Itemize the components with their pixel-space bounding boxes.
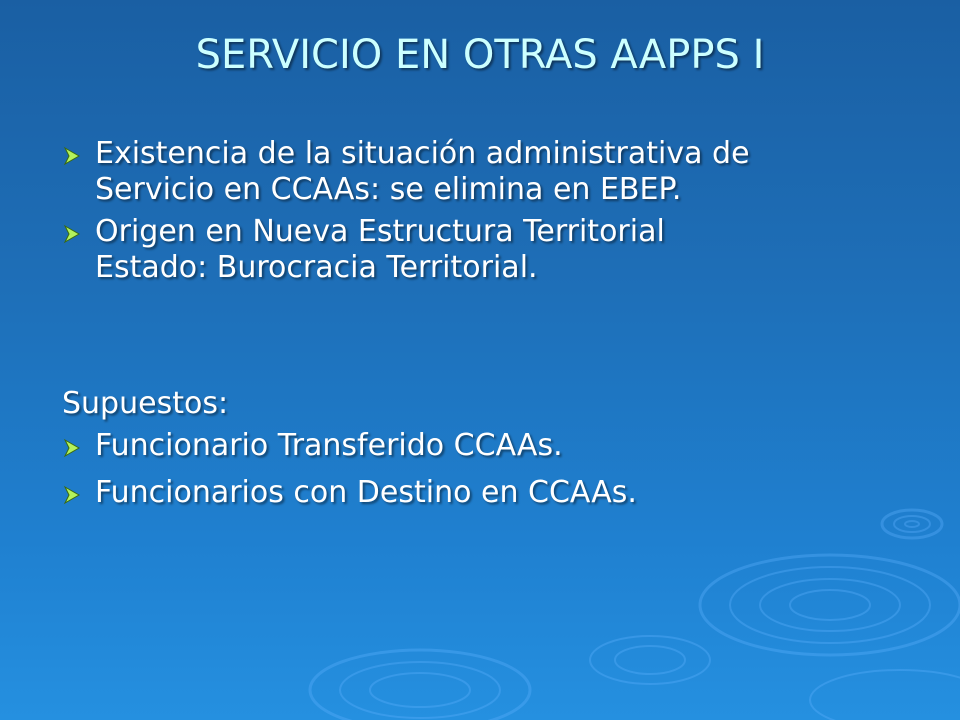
bullet-text <box>95 136 862 208</box>
arrowhead-bullet-icon <box>62 214 95 286</box>
bullet-item <box>62 214 862 286</box>
bullet-item <box>62 475 862 514</box>
supuestos-label: Supuestos: <box>62 386 229 421</box>
slide-title: SERVICIO EN OTRAS AAPPS I <box>195 32 765 78</box>
arrowhead-bullet-icon <box>62 475 95 514</box>
bullet-text: Funcionario Transferido CCAAs. <box>95 428 563 463</box>
bullet-line: Estado: Burocracia Territorial. <box>95 250 538 285</box>
bullet-line: Origen en Nueva Estructura Territorial <box>95 214 665 249</box>
bullet-text: Funcionarios con Destino en CCAAs. <box>95 475 637 510</box>
bullet-item <box>62 428 862 467</box>
bullet-line: Servicio en CCAAs: se elimina en EBEP. <box>95 172 682 207</box>
arrowhead-bullet-icon <box>62 428 95 467</box>
arrowhead-bullet-icon <box>62 136 95 208</box>
bullet-line: Existencia de la situación administrativa de <box>95 136 750 171</box>
bullet-item <box>62 136 862 208</box>
bullet-text <box>95 214 862 286</box>
